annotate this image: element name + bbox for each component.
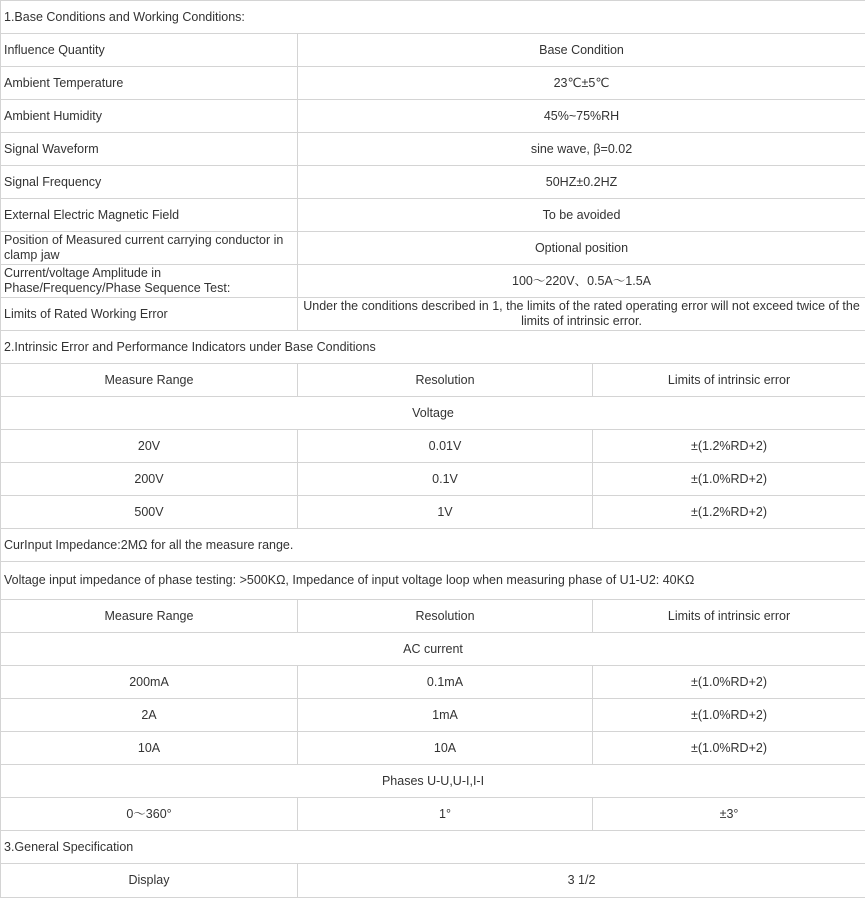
section-title-row (1, 331, 865, 364)
condition-value: 100～220V、0.5A～1.5A (298, 265, 865, 298)
spec-value: 3 1/2 (298, 864, 865, 898)
table-row (1, 463, 865, 496)
spec-row (1, 864, 865, 898)
group-label: Voltage (1, 397, 865, 430)
condition-label: Signal Waveform (1, 133, 298, 166)
condition-value: To be avoided (298, 199, 865, 232)
data-cell: 10A (1, 732, 298, 765)
column-header: Resolution (298, 600, 593, 633)
group-label: Phases U-U,U-I,I-I (1, 765, 865, 798)
header-row (1, 600, 865, 633)
data-cell: 0.1V (298, 463, 593, 496)
data-cell: ±(1.0%RD+2) (593, 666, 865, 699)
data-cell: ±(1.0%RD+2) (593, 732, 865, 765)
condition-value: 50HZ±0.2HZ (298, 166, 865, 199)
data-cell: ±(1.2%RD+2) (593, 496, 865, 529)
data-cell: 1° (298, 798, 593, 831)
table-row (1, 732, 865, 765)
data-cell: 20V (1, 430, 298, 463)
condition-label: Position of Measured current carrying conductor in clamp jaw (1, 232, 298, 265)
condition-row (1, 100, 865, 133)
condition-row (1, 199, 865, 232)
condition-row (1, 67, 865, 100)
data-cell: 2A (1, 699, 298, 732)
condition-row (1, 232, 865, 265)
section-title-row (1, 831, 865, 864)
column-header: Measure Range (1, 600, 298, 633)
condition-label: Influence Quantity (1, 34, 298, 67)
data-cell: 1mA (298, 699, 593, 732)
table-row (1, 666, 865, 699)
condition-row (1, 34, 865, 67)
condition-value: Base Condition (298, 34, 865, 67)
condition-label: Limits of Rated Working Error (1, 298, 298, 331)
data-cell: 500V (1, 496, 298, 529)
condition-label: External Electric Magnetic Field (1, 199, 298, 232)
note-text: CurInput Impedance:2MΩ for all the measure range. (1, 529, 865, 562)
group-row (1, 397, 865, 430)
data-cell: ±(1.0%RD+2) (593, 699, 865, 732)
condition-row (1, 133, 865, 166)
section-title: 1.Base Conditions and Working Conditions: (1, 1, 865, 34)
data-cell: ±(1.0%RD+2) (593, 463, 865, 496)
data-cell: 1V (298, 496, 593, 529)
column-header: Limits of intrinsic error (593, 600, 865, 633)
column-header: Resolution (298, 364, 593, 397)
table-row (1, 699, 865, 732)
table-row (1, 496, 865, 529)
data-cell: ±(1.2%RD+2) (593, 430, 865, 463)
condition-value: 45%~75%RH (298, 100, 865, 133)
data-cell: 200mA (1, 666, 298, 699)
header-row (1, 364, 865, 397)
condition-value: sine wave, β=0.02 (298, 133, 865, 166)
condition-value: 23℃±5℃ (298, 67, 865, 100)
condition-row (1, 298, 865, 331)
data-cell: 0～360° (1, 798, 298, 831)
table-row (1, 430, 865, 463)
section-title-row (1, 1, 865, 34)
condition-value: Optional position (298, 232, 865, 265)
note-text: Voltage input impedance of phase testing: >500KΩ, Impedance of input voltage loop when measuring phase of U1-U2: 40KΩ (1, 562, 865, 600)
group-row (1, 633, 865, 666)
condition-label: Ambient Humidity (1, 100, 298, 133)
data-cell: 0.1mA (298, 666, 593, 699)
data-cell: 0.01V (298, 430, 593, 463)
group-row (1, 765, 865, 798)
data-cell: 200V (1, 463, 298, 496)
condition-row (1, 265, 865, 298)
note-row (1, 529, 865, 562)
condition-label: Ambient Temperature (1, 67, 298, 100)
column-header: Limits of intrinsic error (593, 364, 865, 397)
section-title: 3.General Specification (1, 831, 865, 864)
table-row (1, 798, 865, 831)
condition-label: Signal Frequency (1, 166, 298, 199)
condition-label: Current/voltage Amplitude in Phase/Frequency/Phase Sequence Test: (1, 265, 298, 298)
column-header: Measure Range (1, 364, 298, 397)
data-cell: 10A (298, 732, 593, 765)
spec-label: Display (1, 864, 298, 898)
section-title: 2.Intrinsic Error and Performance Indicators under Base Conditions (1, 331, 865, 364)
group-label: AC current (1, 633, 865, 666)
condition-value: Under the conditions described in 1, the limits of the rated operating error will not exceed twice of the limits of intrinsic error. (298, 298, 865, 331)
condition-row (1, 166, 865, 199)
data-cell: ±3° (593, 798, 865, 831)
note-row (1, 562, 865, 600)
